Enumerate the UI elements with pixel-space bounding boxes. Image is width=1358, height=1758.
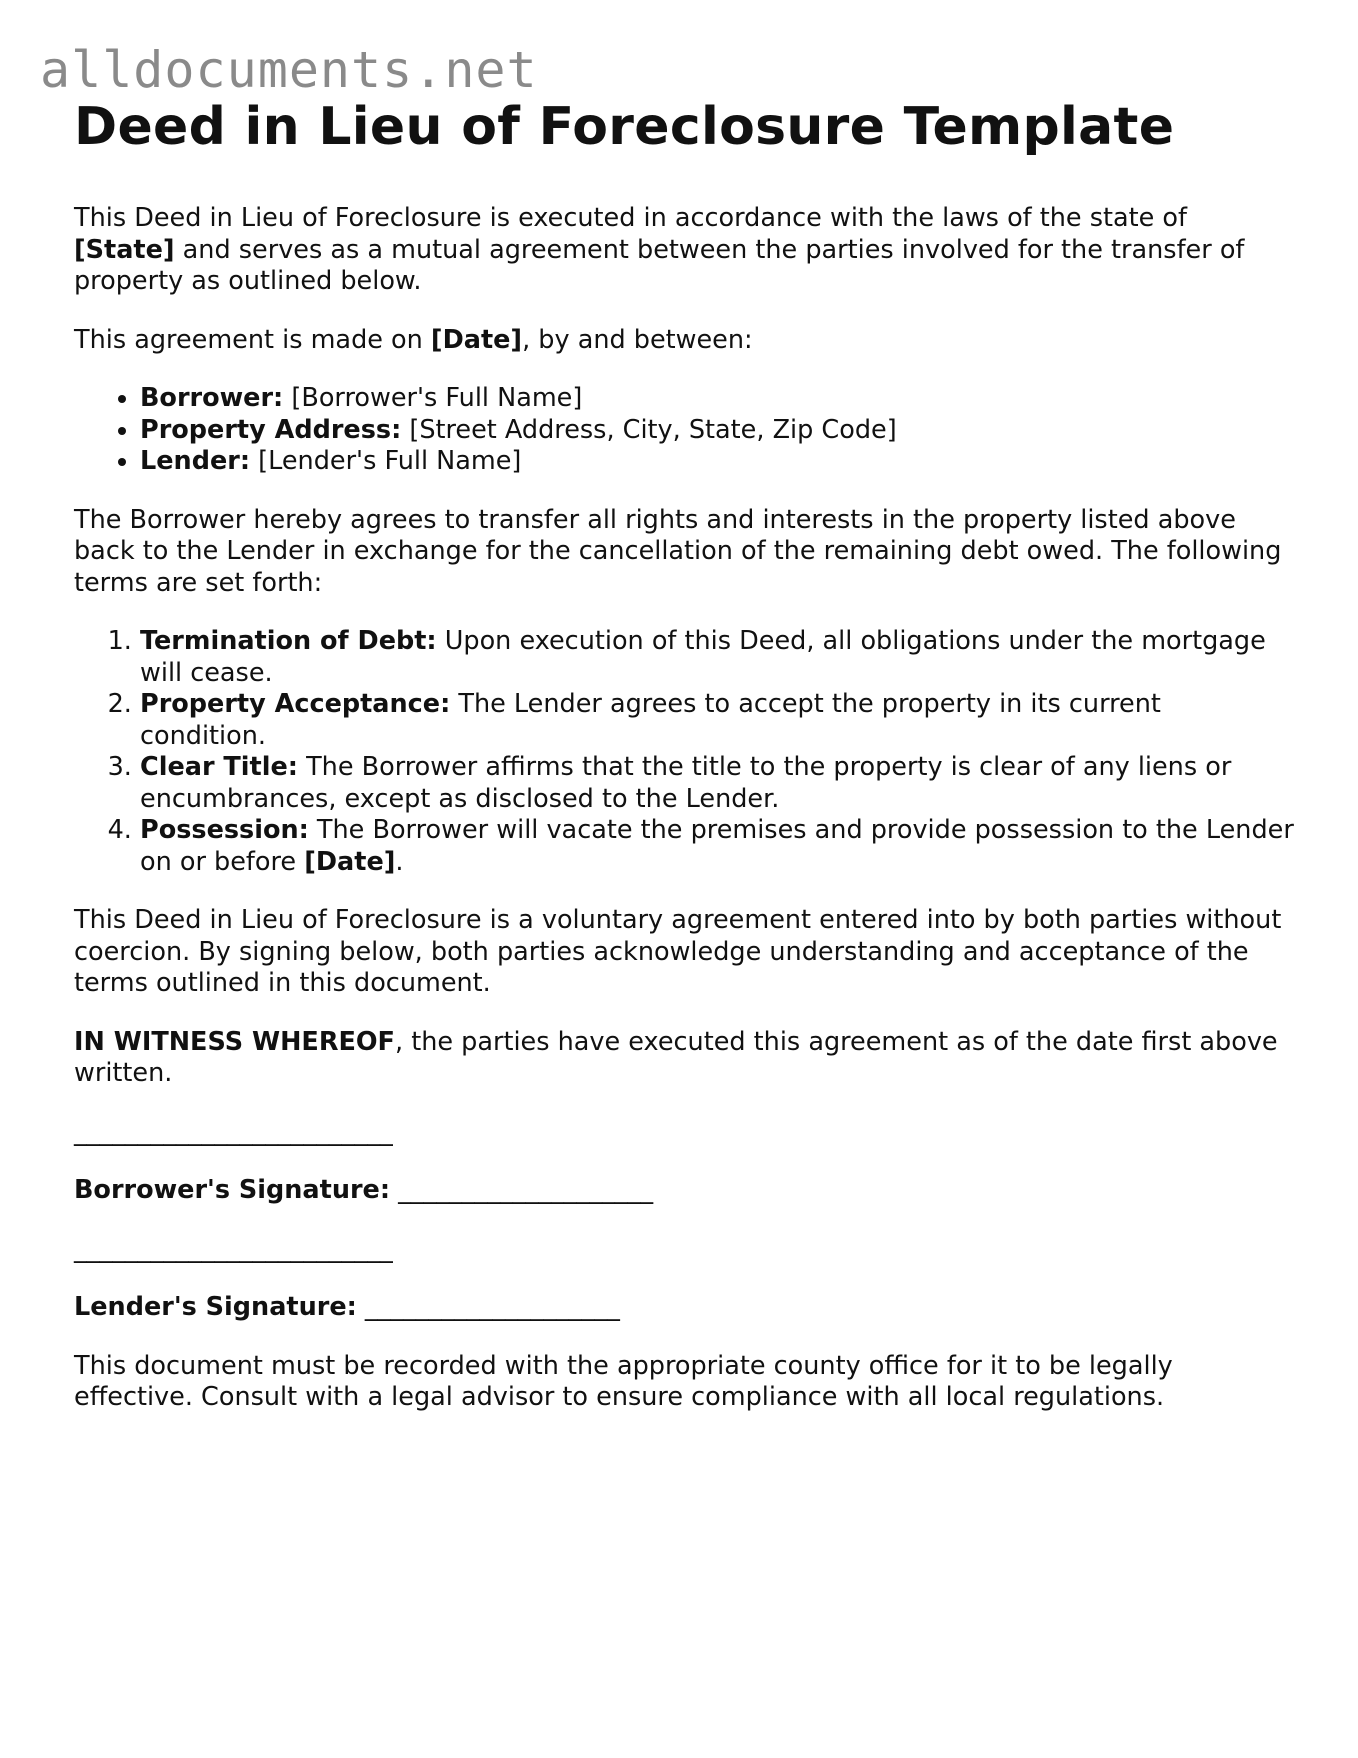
borrower-blank-line: _________________________ xyxy=(74,1116,393,1147)
parties-list xyxy=(74,383,1294,478)
list-item: 1. Termination of Debt: Upon execution of this Deed, all obligations under the mortgage will cease. xyxy=(140,626,1294,689)
borrower-signature: Borrower's Signature: ____________________ xyxy=(74,1175,654,1205)
transfer-paragraph: The Borrower hereby agrees to transfer all rights and interests in the property listed above back to the Lender in exchange for the cancellation of the remaining debt owed. The following terms are set forth: xyxy=(74,504,1282,598)
page-title: Deed in Lieu of Foreclosure Template xyxy=(74,97,1175,157)
made-on-paragraph: This agreement is made on [Date], by and between: xyxy=(74,324,753,355)
list-item: • Lender: [Lender's Full Name] xyxy=(140,446,1294,478)
date-placeholder: [Date] xyxy=(430,324,523,355)
list-item: 3. Clear Title: The Borrower affirms that the title to the property is clear of any liens or encumbrances, except as disclosed to the Lender. xyxy=(140,752,1294,815)
lender-blank-line: _________________________ xyxy=(74,1233,393,1264)
witness-paragraph: IN WITNESS WHEREOF, the parties have executed this agreement as of the date first above written. xyxy=(74,1026,1278,1088)
lender-signature: Lender's Signature: ____________________ xyxy=(74,1292,620,1322)
state-placeholder: [State] xyxy=(74,234,175,265)
watermark: alldocuments.net xyxy=(40,41,538,99)
intro-paragraph: This Deed in Lieu of Foreclosure is executed in accordance with the laws of the state of [State] and serves as a mutual agreement between the parties involved for the transfer of property as outlined below. xyxy=(74,203,1245,296)
voluntary-paragraph: This Deed in Lieu of Foreclosure is a voluntary agreement entered into by both parties without coercion. By signing below, both parties acknowledge understanding and acceptance of the terms outlined in this document. xyxy=(74,905,1282,998)
list-item: 4. Possession: The Borrower will vacate the premises and provide possession to the Lender on or before [Date]. xyxy=(140,815,1294,878)
list-item: • Property Address: [Street Address, City, State, Zip Code] xyxy=(140,415,1294,447)
closing-paragraph: This document must be recorded with the appropriate county office for it to be legally effective. Consult with a legal advisor to ensure compliance with all local regulations. xyxy=(74,1350,1173,1412)
signature-block xyxy=(74,1117,1294,1324)
list-item: 2. Property Acceptance: The Lender agrees to accept the property in its current condition. xyxy=(140,689,1294,752)
document-body xyxy=(74,92,1294,1414)
terms-list xyxy=(74,626,1294,878)
list-item: • Borrower: [Borrower's Full Name] xyxy=(140,383,1294,415)
